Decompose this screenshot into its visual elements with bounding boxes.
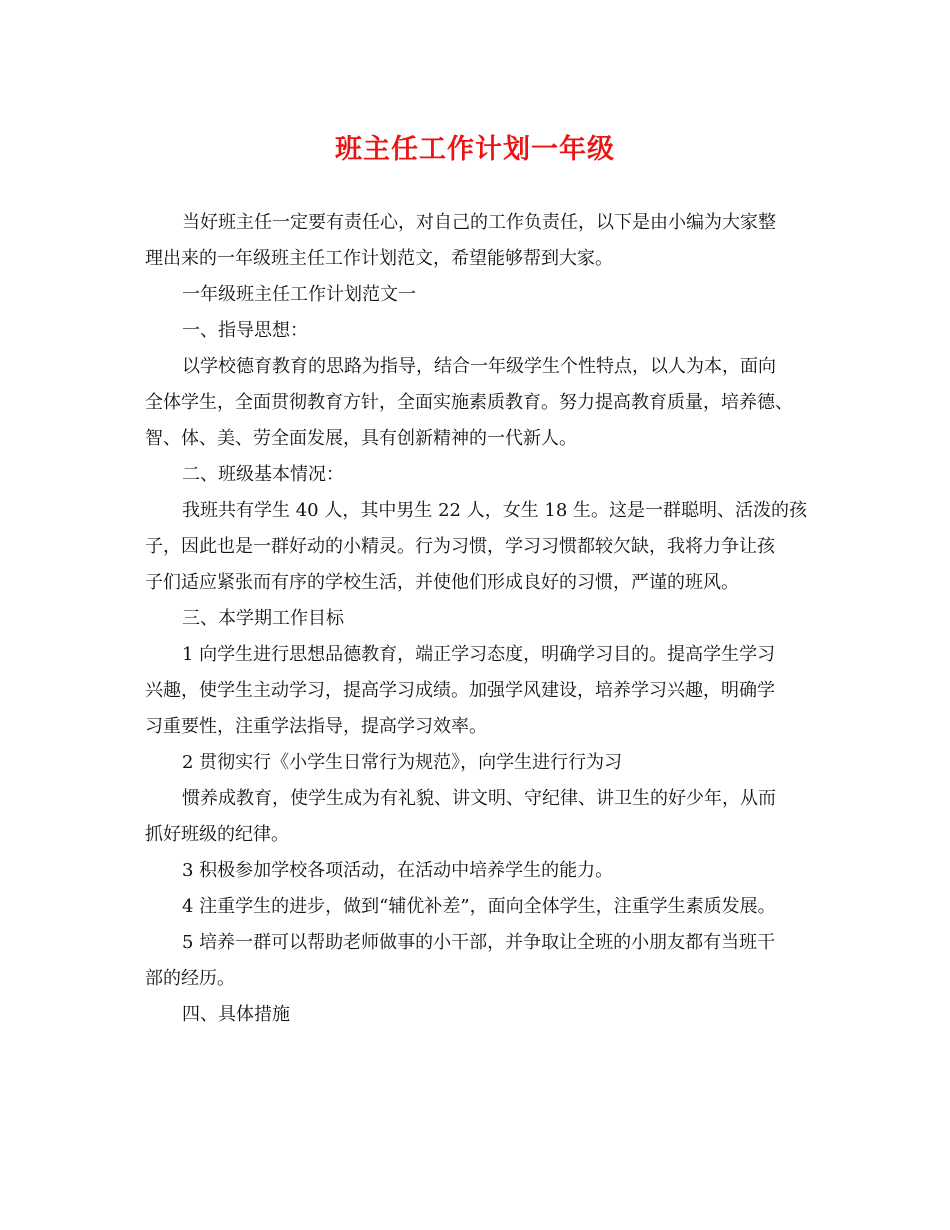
text-line: 部的经历。 — [145, 968, 235, 989]
text-line: 1 向学生进行思想品德教育，端正学习态度，明确学习目的。提高学生学习 — [182, 644, 776, 665]
text-line: 二、班级基本情况： — [182, 464, 344, 485]
text-line: 3 积极参加学校各项活动，在活动中培养学生的能力。 — [182, 860, 614, 881]
goal-item — [145, 853, 810, 889]
section-heading — [145, 457, 810, 493]
text-line: 习重要性，注重学法指导，提高学习效率。 — [145, 716, 487, 737]
goal-item-continued — [145, 781, 810, 853]
text-line: 当好班主任一定要有责任心，对自己的工作负责任，以下是由小编为大家整 — [182, 212, 776, 233]
goal-item — [145, 745, 810, 781]
text-line: 一年级班主任工作计划范文一 — [182, 284, 416, 305]
text-line: 2 贯彻实行《小学生日常行为规范》，向学生进行行为习 — [182, 752, 623, 773]
text-line: 惯养成教育，使学生成为有礼貌、讲文明、守纪律、讲卫生的好少年，从而 — [182, 788, 776, 809]
text-line: 子们适应紧张而有序的学校生活，并使他们形成良好的习惯，严谨的班风。 — [145, 572, 739, 593]
paragraph-guiding-idea — [145, 349, 810, 457]
text-line: 我班共有学生 40 人，其中男生 22 人，女生 18 生。这是一群聪明、活泼的孩 — [182, 500, 808, 521]
goal-item — [145, 637, 810, 745]
text-line: 理出来的一年级班主任工作计划范文，希望能够帮到大家。 — [145, 248, 613, 269]
paragraph-intro — [145, 205, 810, 277]
text-line: 全体学生，全面贯彻教育方针，全面实施素质教育。努力提高教育质量，培养德、 — [145, 392, 793, 413]
sample-heading — [145, 277, 810, 313]
goal-item — [145, 925, 810, 997]
text-line: 兴趣，使学生主动学习，提高学习成绩。加强学风建设，培养学习兴趣，明确学 — [145, 680, 775, 701]
goal-item — [145, 889, 810, 925]
text-line: 一、指导思想： — [182, 320, 308, 341]
document-body — [145, 205, 810, 1033]
text-line: 四、具体措施 — [182, 1004, 290, 1025]
text-line: 5 培养一群可以帮助老师做事的小干部，并争取让全班的小朋友都有当班干 — [182, 932, 776, 953]
text-line: 子，因此也是一群好动的小精灵。行为习惯，学习习惯都较欠缺，我将力争让孩 — [145, 536, 775, 557]
text-line: 三、本学期工作目标 — [182, 608, 344, 629]
text-line: 4 注重学生的进步，做到“辅优补差”，面向全体学生，注重学生素质发展。 — [182, 896, 776, 917]
text-line: 抓好班级的纪律。 — [145, 824, 289, 845]
section-heading — [145, 601, 810, 637]
paragraph-class-situation — [145, 493, 810, 601]
text-line: 以学校德育教育的思路为指导，结合一年级学生个性特点，以人为本，面向 — [182, 356, 776, 377]
text-line: 智、体、美、劳全面发展，具有创新精神的一代新人。 — [145, 428, 577, 449]
document-title: 班主任工作计划一年级 — [335, 134, 615, 165]
section-heading — [145, 313, 810, 349]
section-heading — [145, 997, 810, 1033]
